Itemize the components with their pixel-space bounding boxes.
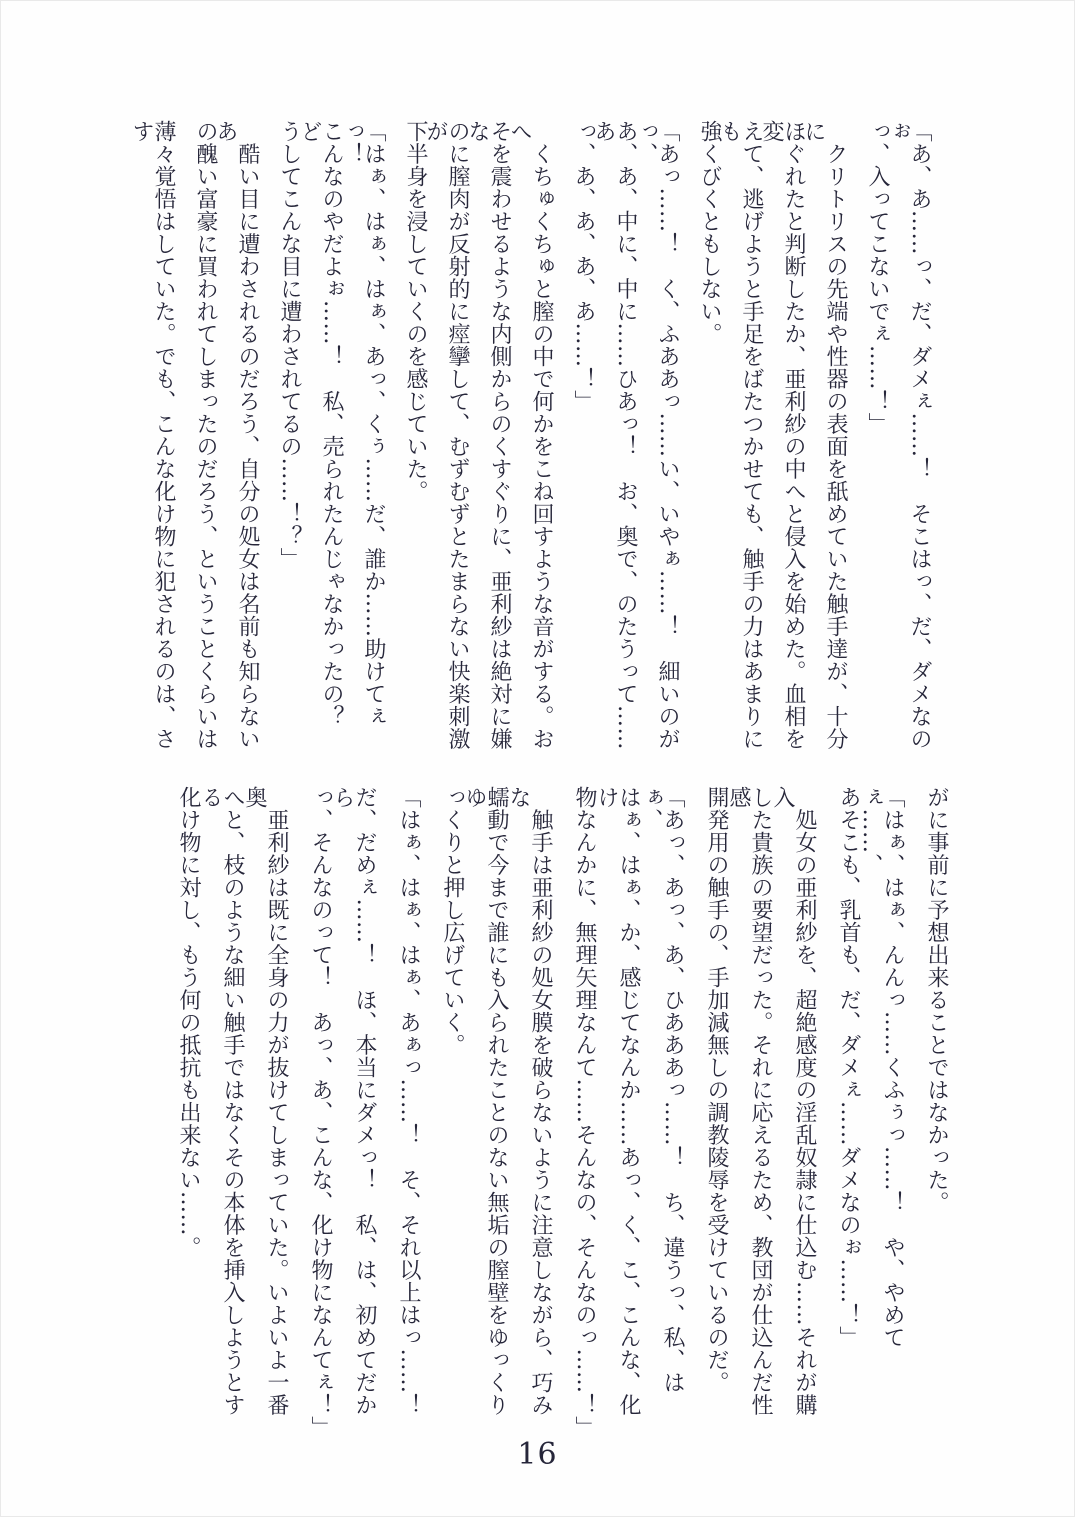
- text-line: うしてこんな目に遭わされてるの……！？」: [277, 120, 302, 570]
- text-line: こんなのやだよぉ……！ 私、売られたんじゃなかったの？ ど: [297, 120, 344, 750]
- text-line: 「あ、あ……っ、だ、ダメぇ……！ そこはっ、だ、ダメなのぉ: [885, 120, 932, 750]
- text-block-top: [129, 120, 932, 752]
- text-line: のに膣肉が反射的に痙攣して、むずむずとたまらない快楽刺激が: [423, 120, 470, 750]
- text-line: っくりと押し広げていく。: [440, 786, 465, 1056]
- text-line: だ、だめぇ……！ ほ、本当にダメっ！ 私、は、初めてだから: [330, 786, 377, 1416]
- text-line: 処女の亜利紗を、超絶感度の淫乱奴隷に仕込む……それが購入: [770, 786, 817, 1416]
- text-line: へと、枝のような細い触手ではなくその本体を挿入しようとする: [198, 786, 245, 1416]
- text-line: 化け物に対し、もう何の抵抗も出来ない……。: [176, 786, 201, 1259]
- text-line: っ、入ってこないでぇ……！」: [865, 120, 890, 435]
- text-line: 強くびくともしない。: [697, 120, 722, 345]
- text-line: くちゅくちゅと膣の中で何かをこね回すような音がする。おへ: [507, 120, 554, 750]
- text-line: の醜い富豪に買われてしまったのだろう、ということくらいは: [193, 120, 218, 750]
- text-line: 下半身を浸していくのを感じていた。: [403, 120, 428, 503]
- text-line: 開発用の触手の、手加減無しの調教陵辱を受けているのだ。: [704, 786, 729, 1394]
- text-line: ほぐれたと判断したか、亜利紗の中へと侵入を始めた。血相を変: [759, 120, 806, 750]
- text-block-bottom: [176, 786, 949, 1439]
- text-line: はぁ、はぁ、か、感じてなんか……あっ、く、こ、こんな、化け: [594, 786, 641, 1416]
- text-line: 蠕動で今まで誰にも入られたことのない無垢の膣壁をゆっくりゆ: [462, 786, 509, 1416]
- text-line: 「はぁ、はぁ、んんっ……くふぅっ……！ や、やめてぇ……、: [858, 786, 905, 1349]
- text-line: そを震わせるような内側からのくすぐりに、亜利紗は絶対に嫌な: [465, 120, 512, 750]
- text-line: 薄々覚悟はしていた。でも、こんな化け物に犯されるのは、さす: [129, 120, 176, 750]
- text-line: 酷い目に遭わされるのだろう、自分の処女は名前も知らないあ: [213, 120, 260, 750]
- text-line: クリトリスの先端や性器の表面を舐めていた触手達が、十分に: [801, 120, 848, 750]
- text-line: あ、あ、中に、中に……ひあっ！ お、奥で、のたうって……あ: [591, 120, 638, 750]
- text-line: 「はぁ、はぁ、はぁ、あぁっ……！ そ、それ以上はっ……！: [396, 786, 421, 1416]
- text-line: 触手は亜利紗の処女膜を破らないように注意しながら、巧みな: [506, 786, 553, 1416]
- text-line: っ、そんなのって！ あっ、あ、こんな、化け物になんてぇ！」: [308, 786, 333, 1439]
- text-line: 亜利紗は既に全身の力が抜けてしまっていた。いよいよ一番奥: [242, 786, 289, 1416]
- text-line: した貴族の要望だった。それに応えるため、教団が仕込んだ性感: [726, 786, 773, 1416]
- text-line: 「あっ、あっ、あ、ひあああっ……！ ち、違うっ、私、はぁ、: [638, 786, 685, 1394]
- text-line: えて、逃げようと手足をばたつかせても、触手の力はあまりにも: [717, 120, 764, 750]
- page-number: 16: [517, 1437, 558, 1472]
- text-line: 「はぁ、はぁ、はぁ、あっ、くぅ……だ、誰か……助けてぇっ！: [339, 120, 386, 728]
- text-line: っ、あ、あ、あ、あ……！」: [571, 120, 596, 413]
- text-line: 物なんかに、無理矢理なんて……そんなの、そんなのっ……！」: [572, 786, 597, 1439]
- text-line: 「あっ……！ く、ふああっ……い、いやぁ……！ 細いのがっ、: [633, 120, 680, 750]
- text-line: あそこも、乳首も、だ、ダメぇ……ダメなのぉ……！」: [836, 786, 861, 1349]
- text-line: がに事前に予想出来ることではなかった。: [924, 786, 949, 1214]
